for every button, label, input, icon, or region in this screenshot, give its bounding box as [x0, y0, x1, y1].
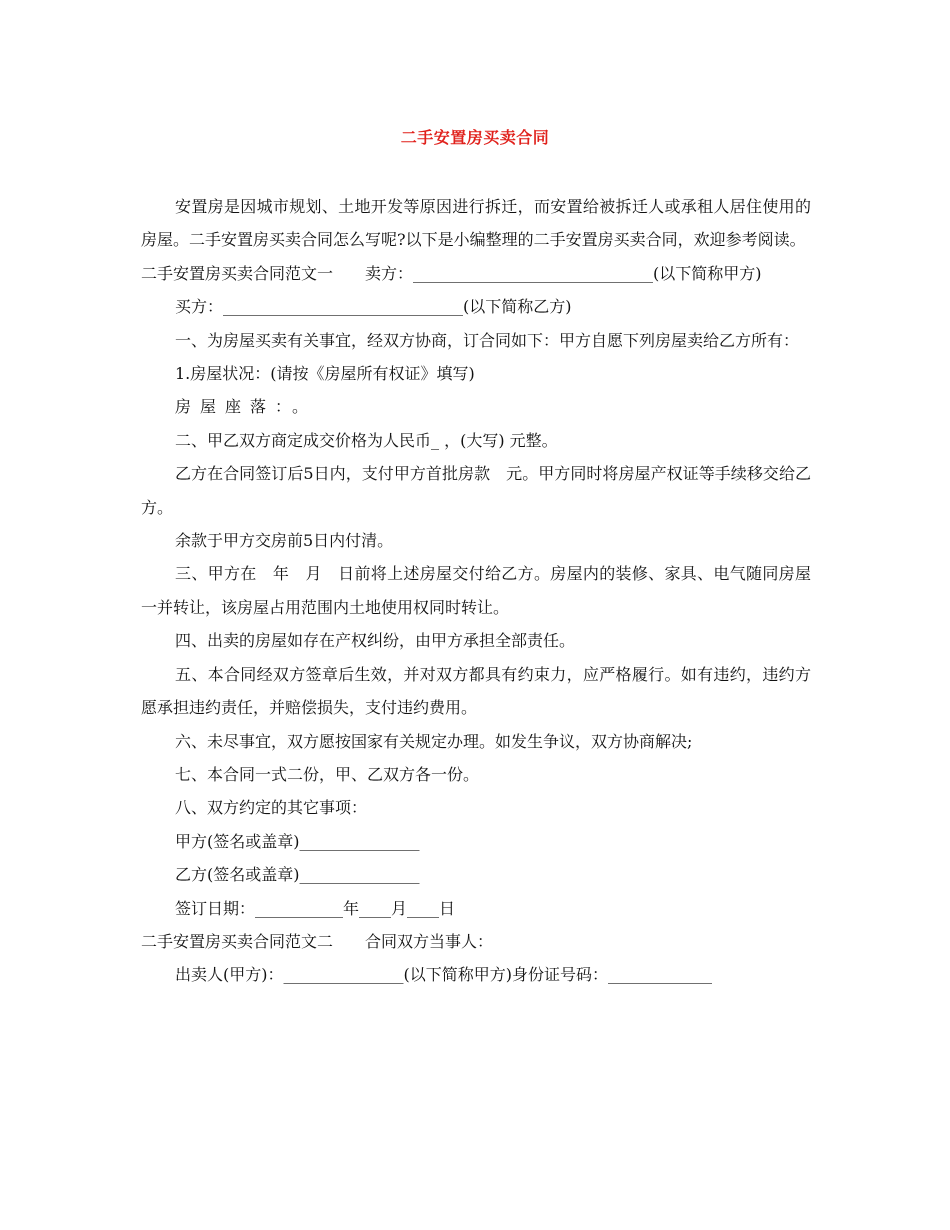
paragraph-balance: 余款于甲方交房前5日内付清。 — [175, 531, 394, 551]
paragraph-seller-id: 出卖人(甲方)：_______________(以下简称甲方)身份证号码：_____________ — [175, 965, 712, 985]
paragraph-clause-7: 七、本合同一式二份，甲、乙双方各一份。 — [175, 764, 480, 784]
paragraph-clause-2: 二、甲乙双方商定成交价格为人民币_ ，(大写) 元整。 — [175, 430, 558, 450]
paragraph-buyer: 买方：______________________________(以下简称乙方) — [175, 297, 572, 317]
paragraph-signature-party-b: 乙方(签名或盖章)_______________ — [175, 865, 420, 885]
paragraph-signing-date: 签订日期：___________年____月____日 — [175, 898, 456, 918]
paragraph-intro: 安置房是因城市规划、土地开发等原因进行拆迁，而安置给被拆迁人或承租人居住使用的房屋。二手安置房买卖合同怎么写呢?以下是小编整理的二手安置房买卖合同，欢迎参考阅读。 — [141, 197, 811, 250]
paragraph-clause-1: 一、为房屋买卖有关事宜，经双方协商，订合同如下：甲方自愿下列房屋卖给乙方所有： — [175, 330, 800, 350]
paragraph-house-location: 房屋座落：。 — [175, 397, 318, 417]
paragraph-house-status: 1.房屋状况：(请按《房屋所有权证》填写) — [175, 364, 475, 384]
paragraph-sample-two-heading: 二手安置房买卖合同范文二 合同双方当事人： — [141, 931, 494, 951]
paragraph-first-payment: 乙方在合同签订后5日内，支付甲方首批房款 元。甲方同时将房屋产权证等手续移交给乙方。 — [141, 464, 811, 517]
paragraph-clause-6: 六、未尽事宜，双方愿按国家有关规定办理。如发生争议，双方协商解决; — [175, 731, 693, 751]
paragraph-sample-one-seller: 二手安置房买卖合同范文一 卖方：______________________________(以下简称甲方) — [141, 263, 762, 283]
paragraph-clause-4: 四、出卖的房屋如存在产权纠纷，由甲方承担全部责任。 — [175, 631, 576, 651]
document-title: 二手安置房买卖合同 — [400, 128, 550, 147]
document-body — [141, 190, 811, 992]
paragraph-clause-3: 三、甲方在 年 月 日前将上述房屋交付给乙方。房屋内的装修、家具、电气随同房屋一并转让，该房屋占用范围内土地使用权同时转让。 — [141, 564, 811, 617]
paragraph-clause-8: 八、双方约定的其它事项： — [175, 798, 368, 818]
paragraph-clause-5: 五、本合同经双方签章后生效，并对双方都具有约束力，应严格履行。如有违约，违约方愿承担违约责任，并赔偿损失，支付违约费用。 — [141, 664, 811, 718]
paragraph-signature-party-a: 甲方(签名或盖章)_______________ — [175, 831, 420, 851]
